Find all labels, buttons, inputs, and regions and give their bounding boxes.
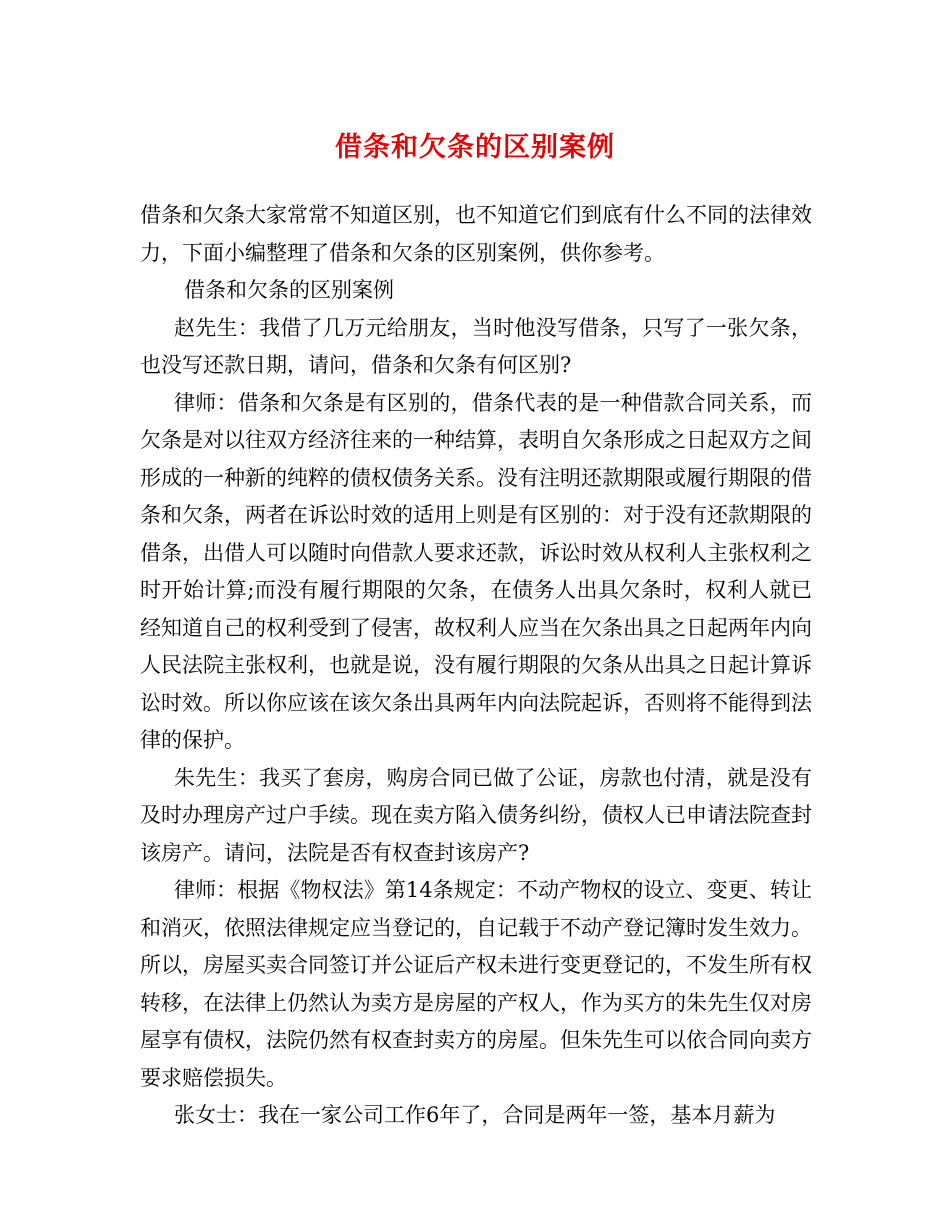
question-paragraph-zhang: 张女士：我在一家公司工作6年了，合同是两年一签，基本月薪为 — [174, 1103, 776, 1127]
answer-paragraph-2: 律师：根据《物权法》第14条规定：不动产物权的设立、变更、转让和消灭，依照法律规定应当登记的，自记载于不动产登记簿时发生效力。所以，房屋买卖合同签订并公证后产权未进行变更登记的，不发生所有权转移，在法律上仍然认为卖方是房屋的产权人，作为买方的朱先生仅对房屋享有债权，法院仍然有权查封卖方的房屋。但朱先生可以依合同向卖方要求赔偿损失。 — [140, 878, 812, 1090]
intro-paragraph: 借条和欠条大家常常不知道区别，也不知道它们到底有什么不同的法律效力，下面小编整理了借条和欠条的区别案例，供你参考。 — [140, 203, 812, 265]
document-title: 借条和欠条的区别案例 — [335, 132, 615, 163]
section-heading: 借条和欠条的区别案例 — [184, 278, 394, 302]
document-body — [140, 197, 812, 1135]
question-paragraph-zhu: 朱先生：我买了套房，购房合同已做了公证，房款也付清，就是没有及时办理房产过户手续。现在卖方陷入债务纠纷，债权人已申请法院查封该房产。请问，法院是否有权查封该房产? — [140, 765, 812, 865]
answer-paragraph-1: 律师：借条和欠条是有区别的，借条代表的是一种借款合同关系，而欠条是对以往双方经济往来的一种结算，表明自欠条形成之日起双方之间形成的一种新的纯粹的债权债务关系。没有注明还款期限或履行期限的借条和欠条，两者在诉讼时效的适用上则是有区别的：对于没有还款期限的借条，出借人可以随时向借款人要求还款，诉讼时效从权利人主张权利之时开始计算;而没有履行期限的欠条，在债务人出具欠条时，权利人就已经知道自己的权利受到了侵害，故权利人应当在欠条出具之日起两年内向人民法院主张权利，也就是说，没有履行期限的欠条从出具之日起计算诉讼时效。所以你应该在该欠条出具两年内向法院起诉，否则将不能得到法律的保护。 — [140, 390, 812, 752]
question-paragraph-zhao: 赵先生：我借了几万元给朋友，当时他没写借条，只写了一张欠条，也没写还款日期，请问，借条和欠条有何区别? — [140, 315, 812, 377]
